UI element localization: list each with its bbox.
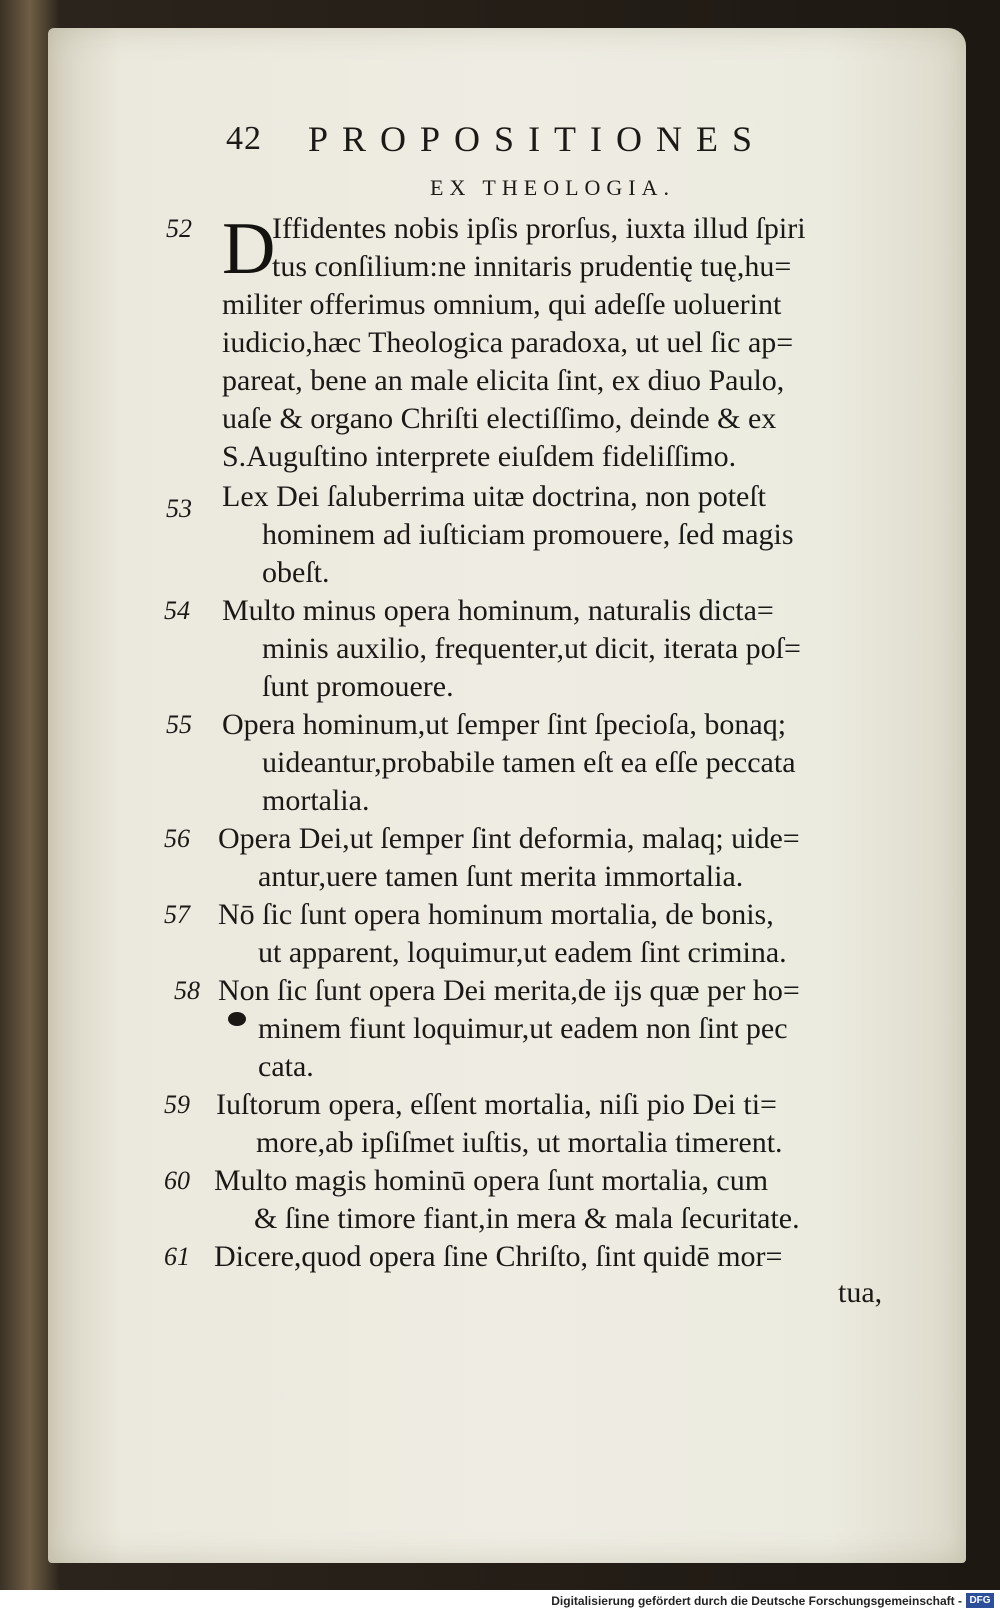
thesis-number: 52 (166, 214, 192, 243)
text-line: Dicere,quod opera ſine Chriſto, ſint quidē mor= (214, 1240, 783, 1273)
thesis-number: 61 (164, 1242, 190, 1271)
text-line: Multo magis hominū opera ſunt mortalia, cum (214, 1164, 769, 1197)
running-title: PROPOSITIONES (308, 119, 767, 159)
page-number: 42 (226, 120, 262, 157)
text-line: Multo minus opera hominum, naturalis dicta= (222, 594, 774, 627)
text-line: uaſe & organo Chriſti electiſſimo, deinde & ex (222, 402, 777, 435)
text-line: Iffidentes nobis ipſis prorſus, iuxta illud ſpiri (272, 212, 806, 245)
text-line: pareat, bene an male elicita ſint, ex diuo Paulo, (222, 364, 785, 397)
text-line: & ſine timore fiant,in mera & mala ſecuritate. (254, 1202, 800, 1235)
text-line: Opera hominum,ut ſemper ſint ſpecioſa, bonaq; (222, 708, 787, 741)
ink-blot (228, 1012, 246, 1026)
thesis-number: 58 (174, 976, 200, 1005)
text-line: more,ab ipſiſmet iuſtis, ut mortalia timerent. (256, 1126, 783, 1159)
funding-credit: Digitalisierung gefördert durch die Deutsche Forschungsgemeinschaft - (551, 1594, 962, 1608)
text-line: Non ſic ſunt opera Dei merita,de ijs quæ per ho= (218, 974, 800, 1007)
text-line: ut apparent, loquimur,ut eadem ſint crimina. (258, 936, 787, 969)
thesis-number: 54 (164, 596, 190, 625)
drop-capital: D (222, 208, 276, 290)
text-line: mortalia. (262, 784, 370, 817)
thesis-number: 53 (166, 494, 192, 523)
text-line: ſunt promouere. (262, 670, 454, 703)
text-line: obeſt. (262, 556, 330, 589)
text-line: Iuſtorum opera, eſſent mortalia, niſi pio Dei ti= (216, 1088, 777, 1121)
text-line: iudicio,hæc Theologica paradoxa, ut uel ſic ap= (222, 326, 794, 359)
text-line: antur,uere tamen ſunt merita immortalia. (258, 860, 744, 893)
text-line: minem fiunt loquimur,ut eadem non ſint pec (258, 1012, 788, 1045)
thesis-number: 59 (164, 1090, 190, 1119)
text-line: tus conſilium:ne innitaris prudentię tuę,hu= (272, 250, 792, 283)
catchword: tua, (838, 1276, 883, 1309)
text-line: hominem ad iuſticiam promouere, ſed magis (262, 518, 794, 551)
thesis-number: 60 (164, 1166, 190, 1195)
thesis-number: 56 (164, 824, 190, 853)
text-line: cata. (258, 1050, 314, 1083)
text-line: minis auxilio, frequenter,ut dicit, iterata poſ= (262, 632, 801, 665)
text-line: Opera Dei,ut ſemper ſint deformia, malaq; uide= (218, 822, 800, 855)
dfg-logo: DFG (966, 1593, 994, 1608)
text-line: militer offerimus omnium, qui adeſſe uoluerint (222, 288, 782, 321)
text-line: Nō ſic ſunt opera hominum mortalia, de bonis, (218, 898, 774, 931)
thesis-number: 57 (164, 900, 190, 929)
text-line: S.Auguſtino interprete eiuſdem fideliſſimo. (222, 440, 737, 473)
text-line: uideantur,probabile tamen eſt ea eſſe peccata (262, 746, 796, 779)
subtitle: EX THEOLOGIA. (430, 175, 676, 200)
text-line: Lex Dei ſaluberrima uitæ doctrina, non poteſt (222, 480, 767, 513)
thesis-number: 55 (166, 710, 192, 739)
running-head (180, 110, 860, 170)
